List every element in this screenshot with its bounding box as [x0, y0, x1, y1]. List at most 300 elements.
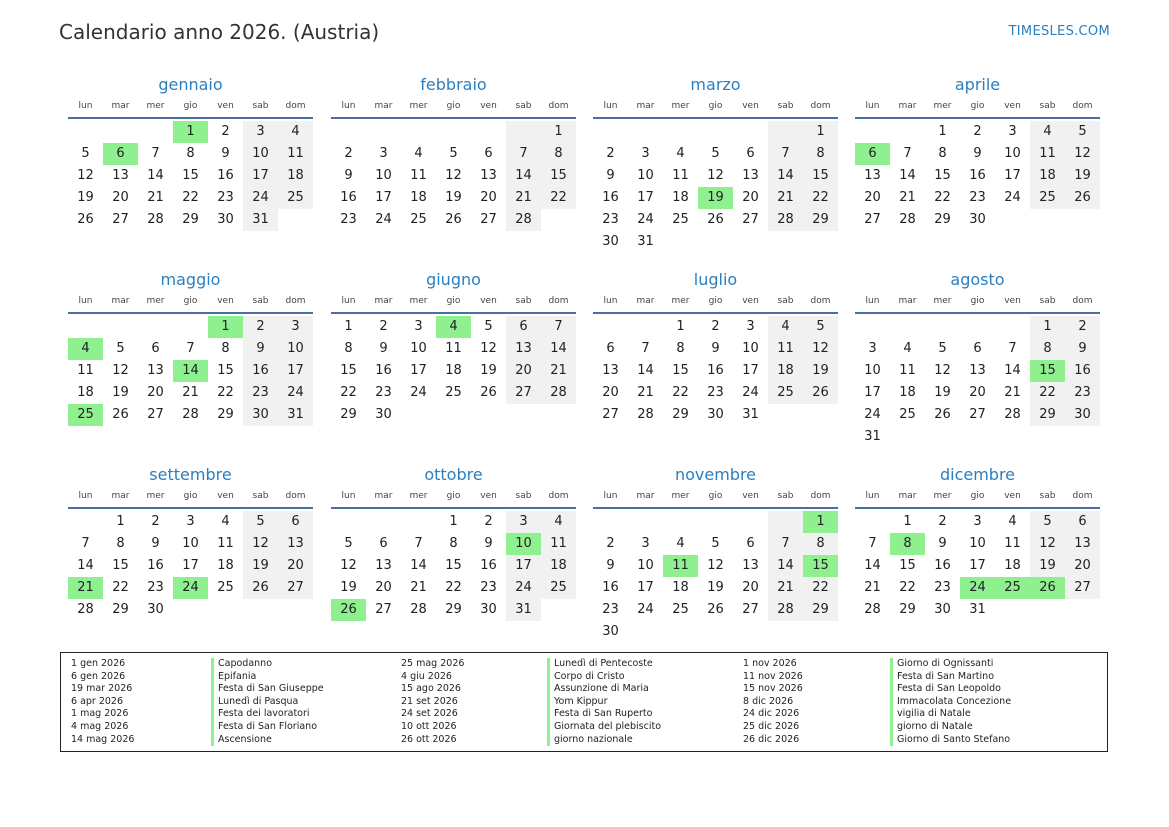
day-cell[interactable]: 31 — [637, 234, 654, 249]
day-cell[interactable]: 1 — [541, 121, 576, 143]
day-cell[interactable]: 24 — [410, 385, 427, 400]
day-cell[interactable]: 8 — [1030, 338, 1065, 360]
day-cell[interactable]: 17 — [375, 190, 392, 205]
day-cell[interactable]: 22 — [803, 577, 838, 599]
day-cell[interactable]: 3 — [1008, 124, 1017, 139]
site-link[interactable]: TIMESLES.COM — [1008, 24, 1110, 39]
day-cell[interactable]: 21 — [899, 190, 916, 205]
day-cell[interactable]: 6 — [606, 341, 615, 356]
day-cell[interactable]: 11 — [278, 143, 313, 165]
day-cell[interactable]: 1 — [1030, 316, 1065, 338]
day-cell[interactable]: 6 — [1065, 511, 1100, 533]
day-cell[interactable]: 30 — [375, 407, 392, 422]
day-cell[interactable]: 24 — [1004, 190, 1021, 205]
day-cell[interactable]: 1 — [803, 121, 838, 143]
day-cell[interactable]: 11 — [768, 338, 803, 360]
day-cell[interactable]: 29 — [445, 602, 462, 617]
day-cell[interactable]: 22 — [934, 190, 951, 205]
holiday-day-cell[interactable]: 26 — [331, 599, 366, 621]
day-cell[interactable]: 5 — [1030, 511, 1065, 533]
day-cell[interactable]: 17 — [864, 385, 881, 400]
day-cell[interactable]: 19 — [803, 360, 838, 382]
day-cell[interactable]: 29 — [934, 212, 951, 227]
day-cell[interactable]: 20 — [969, 385, 986, 400]
day-cell[interactable]: 5 — [243, 511, 278, 533]
day-cell[interactable]: 24 — [864, 407, 881, 422]
day-cell[interactable]: 4 — [903, 341, 912, 356]
day-cell[interactable]: 24 — [375, 212, 392, 227]
day-cell[interactable]: 23 — [707, 385, 724, 400]
day-cell[interactable]: 21 — [147, 190, 164, 205]
holiday-day-cell[interactable]: 4 — [68, 338, 103, 360]
day-cell[interactable]: 13 — [602, 363, 619, 378]
day-cell[interactable]: 8 — [186, 146, 195, 161]
day-cell[interactable]: 3 — [243, 121, 278, 143]
day-cell[interactable]: 5 — [803, 316, 838, 338]
day-cell[interactable]: 19 — [340, 580, 357, 595]
day-cell[interactable]: 28 — [147, 212, 164, 227]
day-cell[interactable]: 18 — [1030, 165, 1065, 187]
day-cell[interactable]: 17 — [506, 555, 541, 577]
day-cell[interactable]: 4 — [541, 511, 576, 533]
day-cell[interactable]: 20 — [112, 190, 129, 205]
day-cell[interactable]: 26 — [480, 385, 497, 400]
day-cell[interactable]: 13 — [742, 558, 759, 573]
holiday-day-cell[interactable]: 25 — [68, 404, 103, 426]
day-cell[interactable]: 17 — [637, 190, 654, 205]
day-cell[interactable]: 18 — [672, 190, 689, 205]
holiday-day-cell[interactable]: 1 — [173, 121, 208, 143]
day-cell[interactable]: 7 — [868, 536, 877, 551]
day-cell[interactable]: 27 — [969, 407, 986, 422]
day-cell[interactable]: 1 — [344, 319, 353, 334]
holiday-day-cell[interactable]: 1 — [803, 511, 838, 533]
day-cell[interactable]: 2 — [344, 146, 353, 161]
day-cell[interactable]: 10 — [375, 168, 392, 183]
day-cell[interactable]: 10 — [278, 338, 313, 360]
day-cell[interactable]: 29 — [803, 209, 838, 231]
day-cell[interactable]: 15 — [182, 168, 199, 183]
day-cell[interactable]: 22 — [672, 385, 689, 400]
day-cell[interactable]: 4 — [676, 536, 685, 551]
day-cell[interactable]: 3 — [746, 319, 755, 334]
holiday-day-cell[interactable]: 6 — [855, 143, 890, 165]
day-cell[interactable]: 9 — [973, 146, 982, 161]
day-cell[interactable]: 13 — [147, 363, 164, 378]
day-cell[interactable]: 16 — [243, 360, 278, 382]
day-cell[interactable]: 27 — [480, 212, 497, 227]
day-cell[interactable]: 27 — [112, 212, 129, 227]
day-cell[interactable]: 24 — [637, 212, 654, 227]
day-cell[interactable]: 26 — [77, 212, 94, 227]
day-cell[interactable]: 9 — [606, 168, 615, 183]
day-cell[interactable]: 17 — [969, 558, 986, 573]
day-cell[interactable]: 9 — [221, 146, 230, 161]
day-cell[interactable]: 29 — [182, 212, 199, 227]
day-cell[interactable]: 9 — [1065, 338, 1100, 360]
day-cell[interactable]: 18 — [1004, 558, 1021, 573]
day-cell[interactable]: 18 — [278, 165, 313, 187]
day-cell[interactable]: 14 — [637, 363, 654, 378]
day-cell[interactable]: 10 — [243, 143, 278, 165]
day-cell[interactable]: 21 — [182, 385, 199, 400]
day-cell[interactable]: 4 — [1030, 121, 1065, 143]
day-cell[interactable]: 25 — [672, 212, 689, 227]
day-cell[interactable]: 9 — [243, 338, 278, 360]
day-cell[interactable]: 27 — [375, 602, 392, 617]
day-cell[interactable]: 16 — [602, 190, 619, 205]
day-cell[interactable]: 19 — [445, 190, 462, 205]
day-cell[interactable]: 5 — [1065, 121, 1100, 143]
day-cell[interactable]: 3 — [278, 316, 313, 338]
day-cell[interactable]: 3 — [186, 514, 195, 529]
day-cell[interactable]: 18 — [217, 558, 234, 573]
day-cell[interactable]: 3 — [641, 536, 650, 551]
day-cell[interactable]: 29 — [803, 599, 838, 621]
day-cell[interactable]: 29 — [672, 407, 689, 422]
day-cell[interactable]: 7 — [541, 316, 576, 338]
day-cell[interactable]: 30 — [602, 624, 619, 639]
day-cell[interactable]: 24 — [742, 385, 759, 400]
day-cell[interactable]: 16 — [340, 190, 357, 205]
day-cell[interactable]: 30 — [217, 212, 234, 227]
holiday-day-cell[interactable]: 1 — [208, 316, 243, 338]
day-cell[interactable]: 3 — [379, 146, 388, 161]
day-cell[interactable]: 23 — [934, 580, 951, 595]
day-cell[interactable]: 26 — [803, 382, 838, 404]
day-cell[interactable]: 23 — [147, 580, 164, 595]
day-cell[interactable]: 8 — [938, 146, 947, 161]
day-cell[interactable]: 4 — [278, 121, 313, 143]
day-cell[interactable]: 20 — [742, 190, 759, 205]
day-cell[interactable]: 28 — [864, 602, 881, 617]
day-cell[interactable]: 3 — [641, 146, 650, 161]
day-cell[interactable]: 12 — [707, 558, 724, 573]
day-cell[interactable]: 19 — [1030, 555, 1065, 577]
day-cell[interactable]: 22 — [803, 187, 838, 209]
day-cell[interactable]: 10 — [410, 341, 427, 356]
day-cell[interactable]: 7 — [1008, 341, 1017, 356]
day-cell[interactable]: 26 — [243, 577, 278, 599]
day-cell[interactable]: 12 — [480, 341, 497, 356]
day-cell[interactable]: 18 — [77, 385, 94, 400]
day-cell[interactable]: 5 — [484, 319, 493, 334]
day-cell[interactable]: 21 — [541, 360, 576, 382]
day-cell[interactable]: 14 — [147, 168, 164, 183]
day-cell[interactable]: 19 — [707, 580, 724, 595]
day-cell[interactable]: 11 — [1030, 143, 1065, 165]
day-cell[interactable]: 8 — [803, 533, 838, 555]
day-cell[interactable]: 7 — [641, 341, 650, 356]
day-cell[interactable]: 23 — [375, 385, 392, 400]
day-cell[interactable]: 14 — [77, 558, 94, 573]
day-cell[interactable]: 12 — [1065, 143, 1100, 165]
day-cell[interactable]: 25 — [410, 212, 427, 227]
holiday-day-cell[interactable]: 4 — [436, 316, 471, 338]
holiday-day-cell[interactable]: 15 — [803, 555, 838, 577]
day-cell[interactable]: 12 — [1030, 533, 1065, 555]
day-cell[interactable]: 25 — [899, 407, 916, 422]
day-cell[interactable]: 15 — [217, 363, 234, 378]
day-cell[interactable]: 30 — [147, 602, 164, 617]
day-cell[interactable]: 11 — [541, 533, 576, 555]
day-cell[interactable]: 16 — [602, 580, 619, 595]
day-cell[interactable]: 9 — [484, 536, 493, 551]
day-cell[interactable]: 27 — [742, 602, 759, 617]
day-cell[interactable]: 8 — [449, 536, 458, 551]
day-cell[interactable]: 19 — [480, 363, 497, 378]
holiday-day-cell[interactable]: 10 — [506, 533, 541, 555]
day-cell[interactable]: 7 — [768, 143, 803, 165]
day-cell[interactable]: 16 — [1065, 360, 1100, 382]
day-cell[interactable]: 20 — [278, 555, 313, 577]
day-cell[interactable]: 7 — [151, 146, 160, 161]
day-cell[interactable]: 27 — [602, 407, 619, 422]
day-cell[interactable]: 13 — [969, 363, 986, 378]
day-cell[interactable]: 29 — [112, 602, 129, 617]
day-cell[interactable]: 2 — [606, 536, 615, 551]
day-cell[interactable]: 19 — [112, 385, 129, 400]
day-cell[interactable]: 22 — [112, 580, 129, 595]
day-cell[interactable]: 30 — [602, 234, 619, 249]
day-cell[interactable]: 17 — [182, 558, 199, 573]
day-cell[interactable]: 17 — [278, 360, 313, 382]
day-cell[interactable]: 9 — [379, 341, 388, 356]
day-cell[interactable]: 3 — [973, 514, 982, 529]
day-cell[interactable]: 13 — [864, 168, 881, 183]
day-cell[interactable]: 10 — [637, 558, 654, 573]
day-cell[interactable]: 23 — [602, 602, 619, 617]
holiday-day-cell[interactable]: 8 — [890, 533, 925, 555]
day-cell[interactable]: 5 — [81, 146, 90, 161]
day-cell[interactable]: 25 — [217, 580, 234, 595]
day-cell[interactable]: 30 — [1065, 404, 1100, 426]
day-cell[interactable]: 14 — [768, 165, 803, 187]
day-cell[interactable]: 1 — [938, 124, 947, 139]
day-cell[interactable]: 2 — [973, 124, 982, 139]
day-cell[interactable]: 30 — [480, 602, 497, 617]
day-cell[interactable]: 28 — [768, 599, 803, 621]
day-cell[interactable]: 14 — [506, 165, 541, 187]
day-cell[interactable]: 18 — [445, 363, 462, 378]
day-cell[interactable]: 5 — [449, 146, 458, 161]
day-cell[interactable]: 12 — [803, 338, 838, 360]
day-cell[interactable]: 3 — [414, 319, 423, 334]
day-cell[interactable]: 14 — [541, 338, 576, 360]
day-cell[interactable]: 11 — [410, 168, 427, 183]
day-cell[interactable]: 10 — [742, 341, 759, 356]
day-cell[interactable]: 14 — [1004, 363, 1021, 378]
day-cell[interactable]: 22 — [182, 190, 199, 205]
day-cell[interactable]: 17 — [637, 580, 654, 595]
day-cell[interactable]: 29 — [217, 407, 234, 422]
day-cell[interactable]: 10 — [864, 363, 881, 378]
day-cell[interactable]: 26 — [1065, 187, 1100, 209]
day-cell[interactable]: 22 — [445, 580, 462, 595]
day-cell[interactable]: 21 — [637, 385, 654, 400]
day-cell[interactable]: 12 — [707, 168, 724, 183]
day-cell[interactable]: 18 — [672, 580, 689, 595]
day-cell[interactable]: 23 — [217, 190, 234, 205]
day-cell[interactable]: 2 — [711, 319, 720, 334]
day-cell[interactable]: 26 — [112, 407, 129, 422]
day-cell[interactable]: 31 — [969, 602, 986, 617]
day-cell[interactable]: 12 — [243, 533, 278, 555]
day-cell[interactable]: 2 — [606, 146, 615, 161]
day-cell[interactable]: 9 — [606, 558, 615, 573]
day-cell[interactable]: 7 — [768, 533, 803, 555]
day-cell[interactable]: 19 — [77, 190, 94, 205]
day-cell[interactable]: 10 — [1004, 146, 1021, 161]
day-cell[interactable]: 17 — [1004, 168, 1021, 183]
day-cell[interactable]: 9 — [938, 536, 947, 551]
day-cell[interactable]: 26 — [707, 602, 724, 617]
day-cell[interactable]: 27 — [506, 382, 541, 404]
day-cell[interactable]: 2 — [379, 319, 388, 334]
day-cell[interactable]: 7 — [186, 341, 195, 356]
day-cell[interactable]: 7 — [81, 536, 90, 551]
day-cell[interactable]: 8 — [803, 143, 838, 165]
holiday-day-cell[interactable]: 19 — [698, 187, 733, 209]
day-cell[interactable]: 21 — [768, 577, 803, 599]
day-cell[interactable]: 22 — [1030, 382, 1065, 404]
day-cell[interactable]: 1 — [449, 514, 458, 529]
day-cell[interactable]: 25 — [278, 187, 313, 209]
day-cell[interactable]: 16 — [934, 558, 951, 573]
day-cell[interactable]: 13 — [112, 168, 129, 183]
day-cell[interactable]: 24 — [506, 577, 541, 599]
day-cell[interactable]: 8 — [676, 341, 685, 356]
day-cell[interactable]: 14 — [899, 168, 916, 183]
day-cell[interactable]: 17 — [243, 165, 278, 187]
day-cell[interactable]: 15 — [445, 558, 462, 573]
day-cell[interactable]: 6 — [484, 146, 493, 161]
day-cell[interactable]: 15 — [340, 363, 357, 378]
day-cell[interactable]: 25 — [1030, 187, 1065, 209]
day-cell[interactable]: 8 — [221, 341, 230, 356]
day-cell[interactable]: 13 — [375, 558, 392, 573]
day-cell[interactable]: 3 — [506, 511, 541, 533]
day-cell[interactable]: 8 — [344, 341, 353, 356]
day-cell[interactable]: 5 — [116, 341, 125, 356]
day-cell[interactable]: 11 — [217, 536, 234, 551]
day-cell[interactable]: 20 — [375, 580, 392, 595]
day-cell[interactable]: 12 — [77, 168, 94, 183]
day-cell[interactable]: 6 — [151, 341, 160, 356]
day-cell[interactable]: 2 — [938, 514, 947, 529]
day-cell[interactable]: 8 — [541, 143, 576, 165]
holiday-day-cell[interactable]: 15 — [1030, 360, 1065, 382]
day-cell[interactable]: 29 — [340, 407, 357, 422]
day-cell[interactable]: 30 — [934, 602, 951, 617]
day-cell[interactable]: 28 — [77, 602, 94, 617]
day-cell[interactable]: 20 — [742, 580, 759, 595]
day-cell[interactable]: 18 — [768, 360, 803, 382]
day-cell[interactable]: 26 — [445, 212, 462, 227]
day-cell[interactable]: 22 — [217, 385, 234, 400]
day-cell[interactable]: 25 — [541, 577, 576, 599]
day-cell[interactable]: 21 — [768, 187, 803, 209]
holiday-day-cell[interactable]: 24 — [960, 577, 995, 599]
day-cell[interactable]: 30 — [243, 404, 278, 426]
day-cell[interactable]: 5 — [938, 341, 947, 356]
day-cell[interactable]: 11 — [445, 341, 462, 356]
day-cell[interactable]: 21 — [864, 580, 881, 595]
day-cell[interactable]: 15 — [112, 558, 129, 573]
day-cell[interactable]: 16 — [969, 168, 986, 183]
day-cell[interactable]: 20 — [480, 190, 497, 205]
day-cell[interactable]: 23 — [1065, 382, 1100, 404]
day-cell[interactable]: 7 — [506, 143, 541, 165]
day-cell[interactable]: 15 — [541, 165, 576, 187]
day-cell[interactable]: 25 — [672, 602, 689, 617]
day-cell[interactable]: 24 — [243, 187, 278, 209]
day-cell[interactable]: 23 — [243, 382, 278, 404]
day-cell[interactable]: 29 — [899, 602, 916, 617]
day-cell[interactable]: 24 — [278, 382, 313, 404]
day-cell[interactable]: 4 — [221, 514, 230, 529]
day-cell[interactable]: 15 — [803, 165, 838, 187]
day-cell[interactable]: 26 — [934, 407, 951, 422]
day-cell[interactable]: 14 — [864, 558, 881, 573]
day-cell[interactable]: 9 — [344, 168, 353, 183]
day-cell[interactable]: 9 — [151, 536, 160, 551]
day-cell[interactable]: 21 — [506, 187, 541, 209]
day-cell[interactable]: 16 — [375, 363, 392, 378]
day-cell[interactable]: 5 — [711, 146, 720, 161]
day-cell[interactable]: 20 — [602, 385, 619, 400]
day-cell[interactable]: 28 — [506, 209, 541, 231]
day-cell[interactable]: 4 — [768, 316, 803, 338]
day-cell[interactable]: 25 — [768, 382, 803, 404]
day-cell[interactable]: 1 — [903, 514, 912, 529]
day-cell[interactable]: 21 — [410, 580, 427, 595]
day-cell[interactable]: 12 — [112, 363, 129, 378]
day-cell[interactable]: 10 — [637, 168, 654, 183]
day-cell[interactable]: 22 — [899, 580, 916, 595]
day-cell[interactable]: 19 — [243, 555, 278, 577]
day-cell[interactable]: 5 — [344, 536, 353, 551]
day-cell[interactable]: 28 — [899, 212, 916, 227]
day-cell[interactable]: 27 — [1065, 577, 1100, 599]
day-cell[interactable]: 17 — [410, 363, 427, 378]
day-cell[interactable]: 2 — [484, 514, 493, 529]
day-cell[interactable]: 16 — [480, 558, 497, 573]
day-cell[interactable]: 15 — [899, 558, 916, 573]
holiday-day-cell[interactable]: 14 — [173, 360, 208, 382]
day-cell[interactable]: 26 — [707, 212, 724, 227]
day-cell[interactable]: 6 — [746, 536, 755, 551]
day-cell[interactable]: 6 — [379, 536, 388, 551]
day-cell[interactable]: 23 — [602, 212, 619, 227]
day-cell[interactable]: 20 — [864, 190, 881, 205]
day-cell[interactable]: 2 — [221, 124, 230, 139]
day-cell[interactable]: 28 — [410, 602, 427, 617]
day-cell[interactable]: 18 — [410, 190, 427, 205]
day-cell[interactable]: 27 — [864, 212, 881, 227]
day-cell[interactable]: 21 — [1004, 385, 1021, 400]
day-cell[interactable]: 28 — [541, 382, 576, 404]
day-cell[interactable]: 2 — [1065, 316, 1100, 338]
day-cell[interactable]: 7 — [414, 536, 423, 551]
day-cell[interactable]: 30 — [969, 212, 986, 227]
day-cell[interactable]: 31 — [278, 404, 313, 426]
day-cell[interactable]: 22 — [541, 187, 576, 209]
day-cell[interactable]: 23 — [969, 190, 986, 205]
day-cell[interactable]: 17 — [742, 363, 759, 378]
day-cell[interactable]: 13 — [506, 338, 541, 360]
day-cell[interactable]: 6 — [506, 316, 541, 338]
